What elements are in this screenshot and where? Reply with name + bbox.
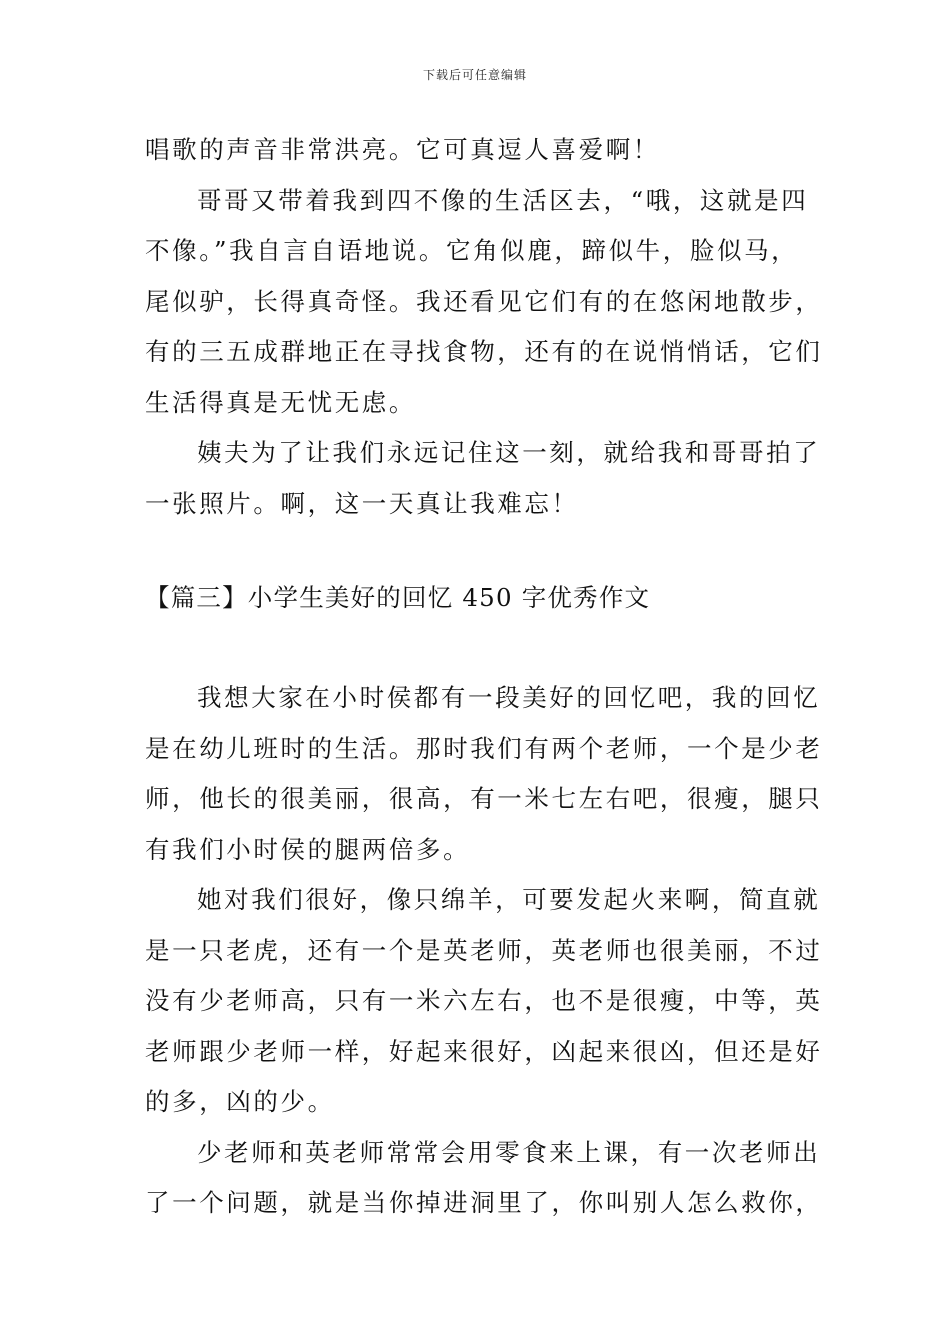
text-line: 了一个问题，就是当你掉进洞里了，你叫别人怎么救你， (145, 1188, 823, 1217)
text-line: 老师跟少老师一样，好起来很好，凶起来很凶，但还是好 (145, 1036, 823, 1066)
text-line: 生活得真是无忧无虑。 (145, 387, 416, 417)
text-line: 有的三五成群地正在寻找食物，还有的在说悄悄话，它们 (145, 337, 823, 366)
text-line: 的多，凶的少。 (145, 1087, 335, 1116)
story-continuation (145, 125, 823, 529)
text-line: 唱歌的声音非常洪亮。它可真逗人喜爱啊！ (145, 135, 660, 164)
text-line: 哥哥又带着我到四不像的生活区去，“哦，这就是四 (197, 185, 809, 215)
text-line: 她对我们很好，像只绵羊，可要发起火来啊，简直就 (197, 885, 821, 914)
text-line: 我想大家在小时侯都有一段美好的回忆吧，我的回忆 (197, 683, 821, 712)
text-line: 姨夫为了让我们永远记住这一刻，就给我和哥哥拍了 (197, 438, 821, 467)
text-line: 有我们小时侯的腿两倍多。 (145, 834, 471, 864)
header-watermark: 下载后可任意编辑 (422, 68, 527, 82)
text-line: 尾似驴，长得真奇怪。我还看见它们有的在悠闲地散步， (145, 286, 823, 316)
text-line: 不像。”我自言自语地说。它角似鹿，蹄似牛，脸似马， (145, 236, 799, 265)
section-title: 【篇三】小学生美好的回忆 450 字优秀作文 (145, 583, 651, 612)
text-line: 一张照片。啊，这一天真让我难忘！ (145, 488, 579, 518)
text-line: 是在幼儿班时的生活。那时我们有两个老师，一个是少老 (145, 733, 823, 763)
text-line: 少老师和英老师常常会用零食来上课，有一次老师出 (197, 1137, 821, 1167)
text-line: 师，他长的很美丽，很高，有一米七左右吧，很瘦，腿只 (145, 784, 823, 813)
text-line: 是一只老虎，还有一个是英老师，英老师也很美丽，不过 (145, 935, 823, 965)
text-line: 没有少老师高，只有一米六左右，也不是很瘦，中等，英 (145, 986, 823, 1015)
essay-body (145, 673, 823, 1229)
